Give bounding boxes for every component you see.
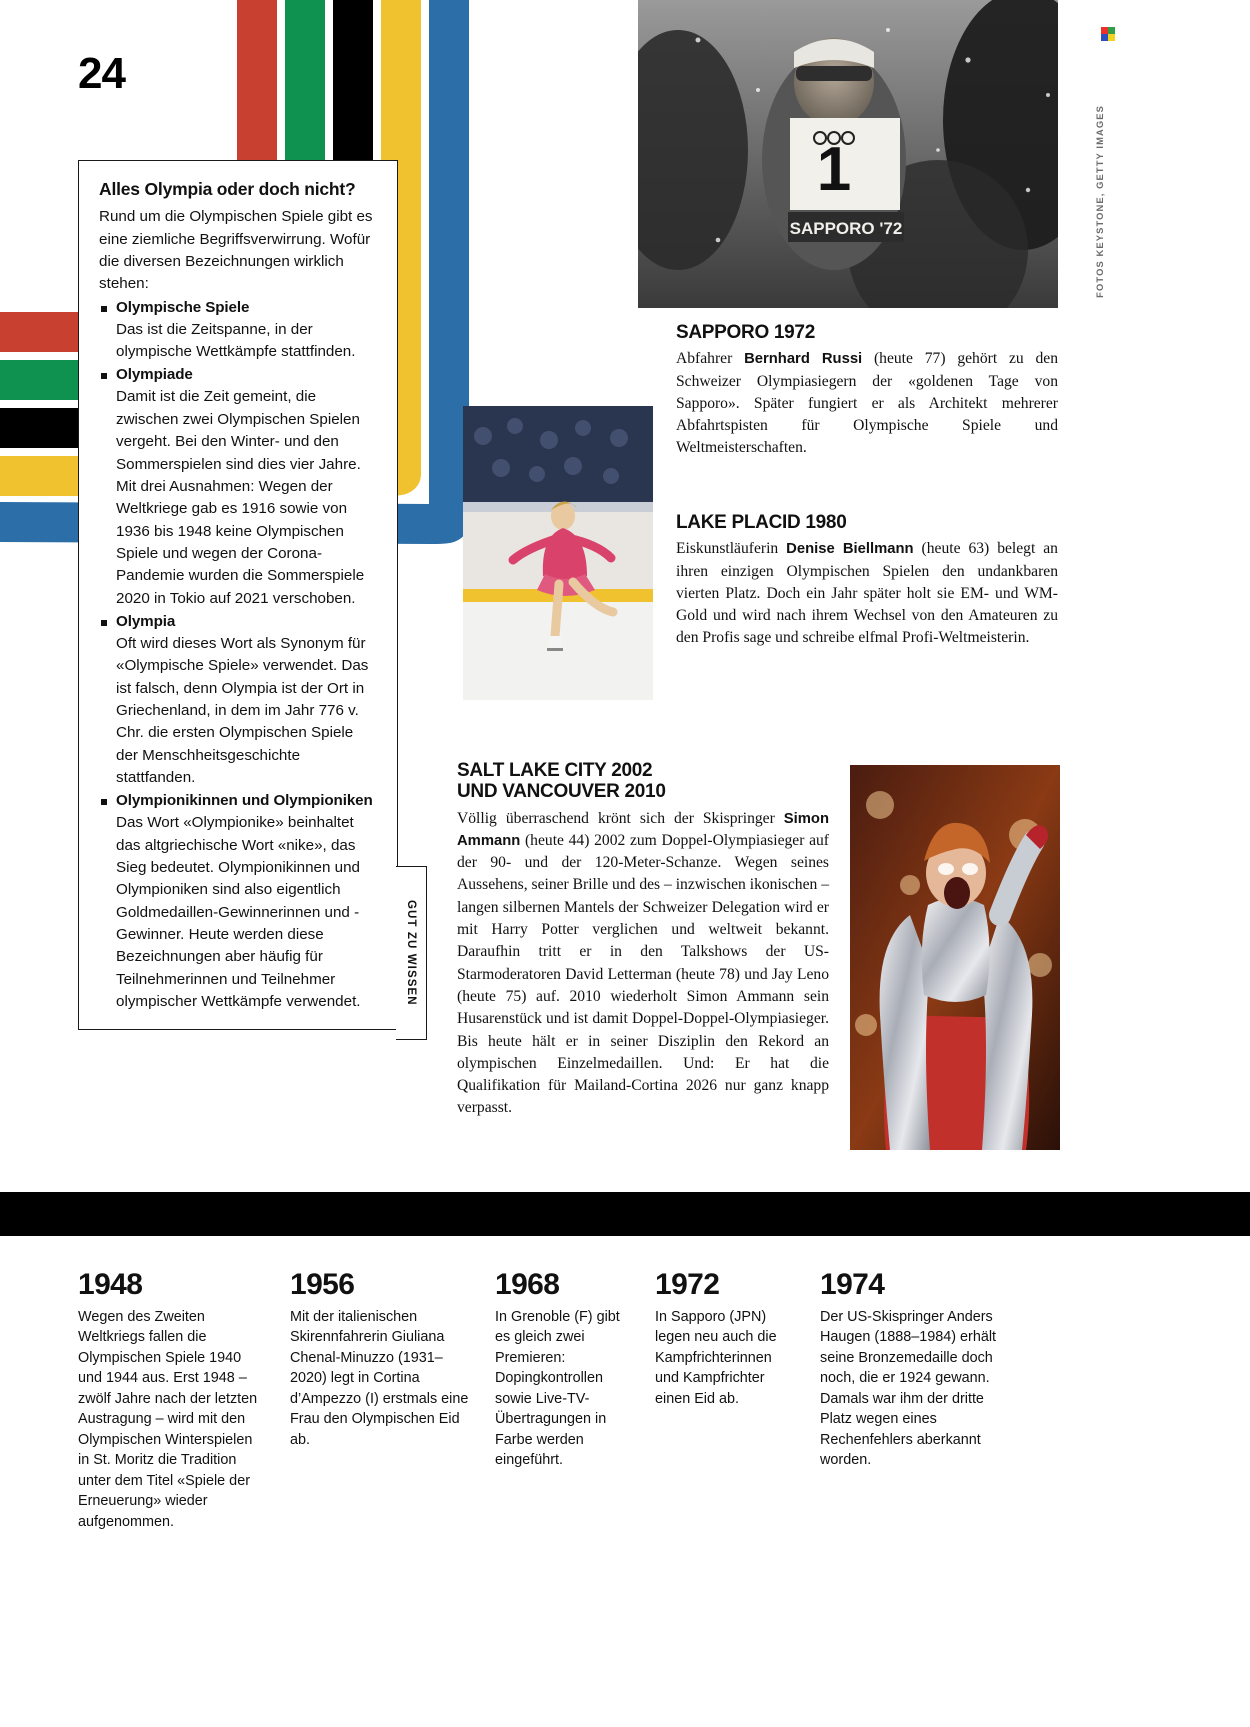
list-item (99, 364, 377, 609)
story-sapporo-1972 (676, 322, 1058, 460)
photo-sapporo-1972 (638, 0, 1058, 308)
story-lead-prefix: Eiskunstläuferin (676, 540, 787, 558)
story-body (676, 538, 1058, 649)
photo-figure-skater (463, 406, 653, 700)
registration-swatch-yellow (1108, 34, 1115, 41)
story-lead-rest: (heute 77) gehört zu den Schweizer Olympiasiegern der «goldenen Tage von Sapporo». Später fungiert er als Architekt mehrerer Abfahrtspisten für Olympische Spiele und Weltmeisterschaften. (676, 350, 1058, 457)
page-number: 24 (78, 49, 125, 98)
timeline-year: 1948 (78, 1268, 143, 1301)
story-lead-prefix: Abfahrer (676, 350, 745, 368)
photo-credit (1094, 105, 1114, 298)
color-registration-mark (1101, 27, 1116, 42)
timeline-entry (655, 1270, 820, 1532)
story-body (676, 348, 1058, 459)
definition-term: Olympionikinnen und Olympioniken (116, 792, 373, 810)
story-heading-line-1: SALT LAKE CITY 2002 (457, 760, 653, 781)
gut-zu-wissen-tab (396, 866, 427, 1040)
definition-term: Olympiade (116, 366, 193, 384)
story-lake-placid-1980 (676, 512, 1058, 650)
story-person-name: Denise Biellmann (786, 541, 914, 558)
timeline-text: Der US-Skispringer Anders Haugen (1888–1984) erhält seine Bronzemedaille doch noch, die er 1924 gewann. Damals war ihm der dritte Platz wegen eines Rechenfehlers aberkannt worden. (820, 1309, 997, 1469)
info-box-title: Alles Olympia oder doch nicht? (99, 179, 356, 199)
story-lead-rest: (heute 44) 2002 zum Doppel-Olympiasieger auf der 90- und der 120-Meter-Schanze. Wegen seines Aussehens, seiner Brille und des – inzwischen ikonischen – langen silbernen Mantels der Schweizer Delegation wird er mit Harry Potter verglichen und weltweit bekannt. Daraufhin tritt er in den Talkshows der US-Starmoderatoren David Letterman (heute 78) und Jay Leno (heute 75) auf. 2010 wiederholt Simon Ammann sein Husarenstück und ist damit Doppel-Doppel-Olympiasieger. Bis heute hält er in seiner Disziplin den Rekord an olympischen Einzelmedaillen. Und: Er hat die Qualifikation für Mailand-Cortina 2026 nur ganz knapp verpasst. (457, 831, 830, 1117)
definition-description: Das ist die Zeitspanne, in der olympische Wettkämpfe stattfinden. (116, 320, 356, 361)
story-lead-prefix: Völlig überraschend krönt sich der Skispringer (457, 809, 784, 827)
registration-swatch-red (1101, 27, 1108, 34)
svg-text:1: 1 (816, 135, 852, 204)
story-person-name: Bernhard Russi (744, 351, 863, 368)
story-heading: SAPPORO 1972 (676, 322, 815, 343)
timeline-year: 1974 (820, 1268, 885, 1301)
timeline (0, 1270, 1250, 1532)
timeline-year: 1956 (290, 1268, 355, 1301)
definition-description: Das Wort «Olympionike» beinhaltet das altgriechische Wort «nike», das Sieg bedeutet. Olympionikinnen und Olympioniken sind also eigentlich Goldmedaillen-Gewinnerinnen und -Gewinner. Heute werden diese Bezeichnungen aber häufig für Teilnehmerinnen und Teilnehmer olympischer Wettkämpfe verwendet. (116, 814, 361, 1011)
definition-description: Oft wird dieses Wort als Synonym für «Olympische Spiele» verwendet. Das ist falsch, denn Olympia ist der Ort in Griechenland, in dem im Jahr 776 v. Chr. die ersten Olympischen Spiele der Menschheitsgeschichte stattfanden. (116, 634, 369, 786)
story-salt-lake-city-vancouver (457, 760, 829, 1120)
photo-simon-ammann (850, 765, 1060, 1150)
story-heading-line-2: UND VANCOUVER 2010 (457, 781, 666, 803)
timeline-entry (820, 1270, 1035, 1532)
svg-text:SAPPORO '72: SAPPORO '72 (789, 219, 903, 238)
timeline-year: 1972 (655, 1268, 720, 1301)
list-item (99, 611, 377, 789)
list-item (99, 790, 377, 1013)
info-box-alles-olympia (78, 160, 398, 1030)
registration-swatch-blue (1101, 34, 1108, 41)
gut-zu-wissen-label: GUT ZU WISSEN (405, 900, 417, 1006)
definition-list (99, 297, 377, 1014)
definition-term: Olympische Spiele (116, 298, 250, 316)
info-box-intro: Rund um die Olympischen Spiele gibt es eine ziemliche Begriffsverwirrung. Wofür die diversen Bezeichnungen wirklich stehen: (99, 208, 373, 293)
timeline-year: 1968 (495, 1268, 560, 1301)
timeline-entry (0, 1270, 290, 1532)
photo-credit-text: FOTOS KEYSTONE, GETTY IMAGES (1094, 105, 1105, 298)
timeline-text: In Sapporo (JPN) legen neu auch die Kampfrichterinnen und Kampfrichter einen Eid ab. (655, 1309, 777, 1407)
timeline-entry (495, 1270, 655, 1532)
story-person-name: Simon Ammann (457, 810, 829, 849)
story-heading (457, 760, 829, 803)
list-item (99, 297, 377, 364)
timeline-entry (290, 1270, 495, 1532)
black-divider-bar (0, 1192, 1250, 1236)
definition-term: Olympia (116, 612, 176, 630)
timeline-text: Wegen des Zweiten Weltkriegs fallen die Olympischen Spiele 1940 und 1944 aus. Erst 1948 – zwölf Jahre nach der letzten Austragung – wird mit den Olympischen Winterspielen in St. Moritz die Tradition unter dem Titel «Spiele der Erneuerung» wieder aufgenommen. (78, 1309, 258, 1530)
story-heading: LAKE PLACID 1980 (676, 512, 847, 533)
definition-description: Damit ist die Zeit gemeint, die zwischen zwei Olympischen Spielen vergeht. Bei den Winter- und den Sommerspielen sind dies vier Jahre. Mit drei Ausnahmen: Wegen der Weltkriege gab es 1916 sowie von 1936 bis 1948 keine Olympischen Spiele und wegen der Corona-Pandemie wurden die Sommerspiele 2020 in Tokio auf 2021 verschoben. (116, 388, 365, 607)
registration-swatch-green (1108, 27, 1115, 34)
timeline-text: In Grenoble (F) gibt es gleich zwei Premieren: Dopingkontrollen sowie Live-TV-Übertragungen in Farbe werden eingeführt. (495, 1309, 620, 1469)
timeline-text: Mit der italienischen Skirennfahrerin Giuliana Chenal-Minuzzo (1931–2020) legt in Cortina d’Ampezzo (I) erstmals eine Frau den Olympischen Eid ab. (290, 1309, 469, 1448)
story-lead-rest: (heute 63) belegt an ihren einzigen Olympischen Spielen den undankbaren vierten Platz. Doch ein Jahr später holt sie EM- und WM-Gold und wird nach ihrem Wechsel von den Amateuren zu den Profis sage und schreibe elfmal Profi-Weltmeisterin. (676, 540, 1058, 647)
story-body (457, 808, 829, 1120)
